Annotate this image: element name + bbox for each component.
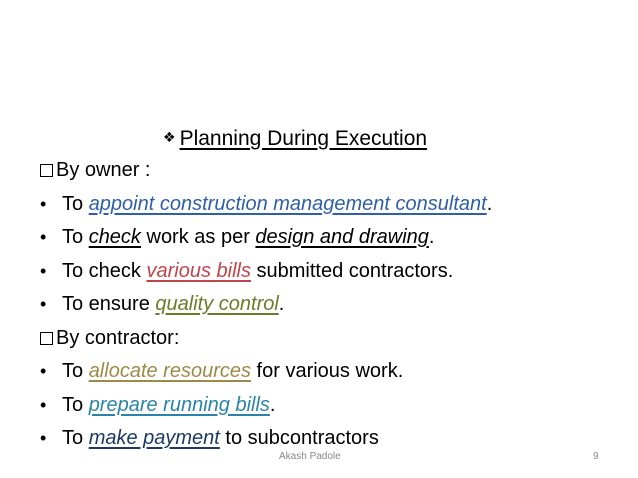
bullet-dot-icon: • bbox=[40, 193, 47, 214]
list-item bbox=[40, 356, 403, 386]
highlight-term: various bills bbox=[146, 259, 251, 282]
section-heading bbox=[40, 323, 179, 353]
item-text: . bbox=[428, 226, 435, 248]
highlight-term: appoint construction management consultant bbox=[88, 192, 487, 215]
title-text: Planning During Execution bbox=[179, 127, 428, 150]
bullet-dot-icon: • bbox=[40, 227, 47, 247]
item-text: for various work. bbox=[251, 360, 404, 382]
item-text: To bbox=[62, 393, 89, 416]
highlight-term: make payment bbox=[88, 427, 220, 449]
item-text: To bbox=[62, 360, 89, 382]
list-item bbox=[40, 189, 492, 219]
item-text: . bbox=[278, 293, 285, 315]
item-text: to subcontractors bbox=[219, 427, 379, 449]
square-bullet-icon bbox=[40, 332, 53, 345]
list-item bbox=[40, 423, 379, 453]
highlight-term: prepare running bills bbox=[88, 393, 270, 416]
heading-text: By owner : bbox=[56, 159, 151, 181]
page-number: 9 bbox=[593, 451, 599, 462]
bullet-dot-icon: • bbox=[40, 428, 47, 448]
list-item bbox=[40, 390, 275, 420]
bullet-dot-icon: • bbox=[40, 394, 47, 415]
list-item bbox=[40, 256, 453, 286]
highlight-term: quality control bbox=[155, 293, 279, 315]
highlight-term: allocate resources bbox=[88, 360, 251, 382]
heading-text: By contractor: bbox=[56, 326, 180, 349]
list-item bbox=[40, 289, 284, 319]
diamond-bullet-icon: ❖ bbox=[163, 129, 176, 145]
item-text: To ensure bbox=[62, 293, 156, 315]
highlight-term: check bbox=[88, 226, 141, 248]
item-text: work as per bbox=[140, 226, 256, 248]
item-text: To bbox=[62, 226, 89, 248]
highlight-term: design and drawing bbox=[255, 226, 429, 248]
bullet-dot-icon: • bbox=[40, 361, 47, 381]
footer-author: Akash Padole bbox=[279, 451, 341, 462]
square-bullet-icon bbox=[40, 164, 53, 177]
bullet-dot-icon: • bbox=[40, 294, 47, 314]
slide-title bbox=[163, 122, 427, 152]
item-text: . bbox=[486, 192, 493, 215]
item-text: To check bbox=[62, 259, 147, 282]
item-text: To bbox=[62, 192, 89, 215]
item-text: submitted contractors. bbox=[250, 259, 454, 282]
item-text: . bbox=[269, 393, 276, 416]
list-item bbox=[40, 222, 434, 252]
item-text: To bbox=[62, 427, 89, 449]
bullet-dot-icon: • bbox=[40, 260, 47, 281]
section-heading bbox=[40, 155, 150, 185]
